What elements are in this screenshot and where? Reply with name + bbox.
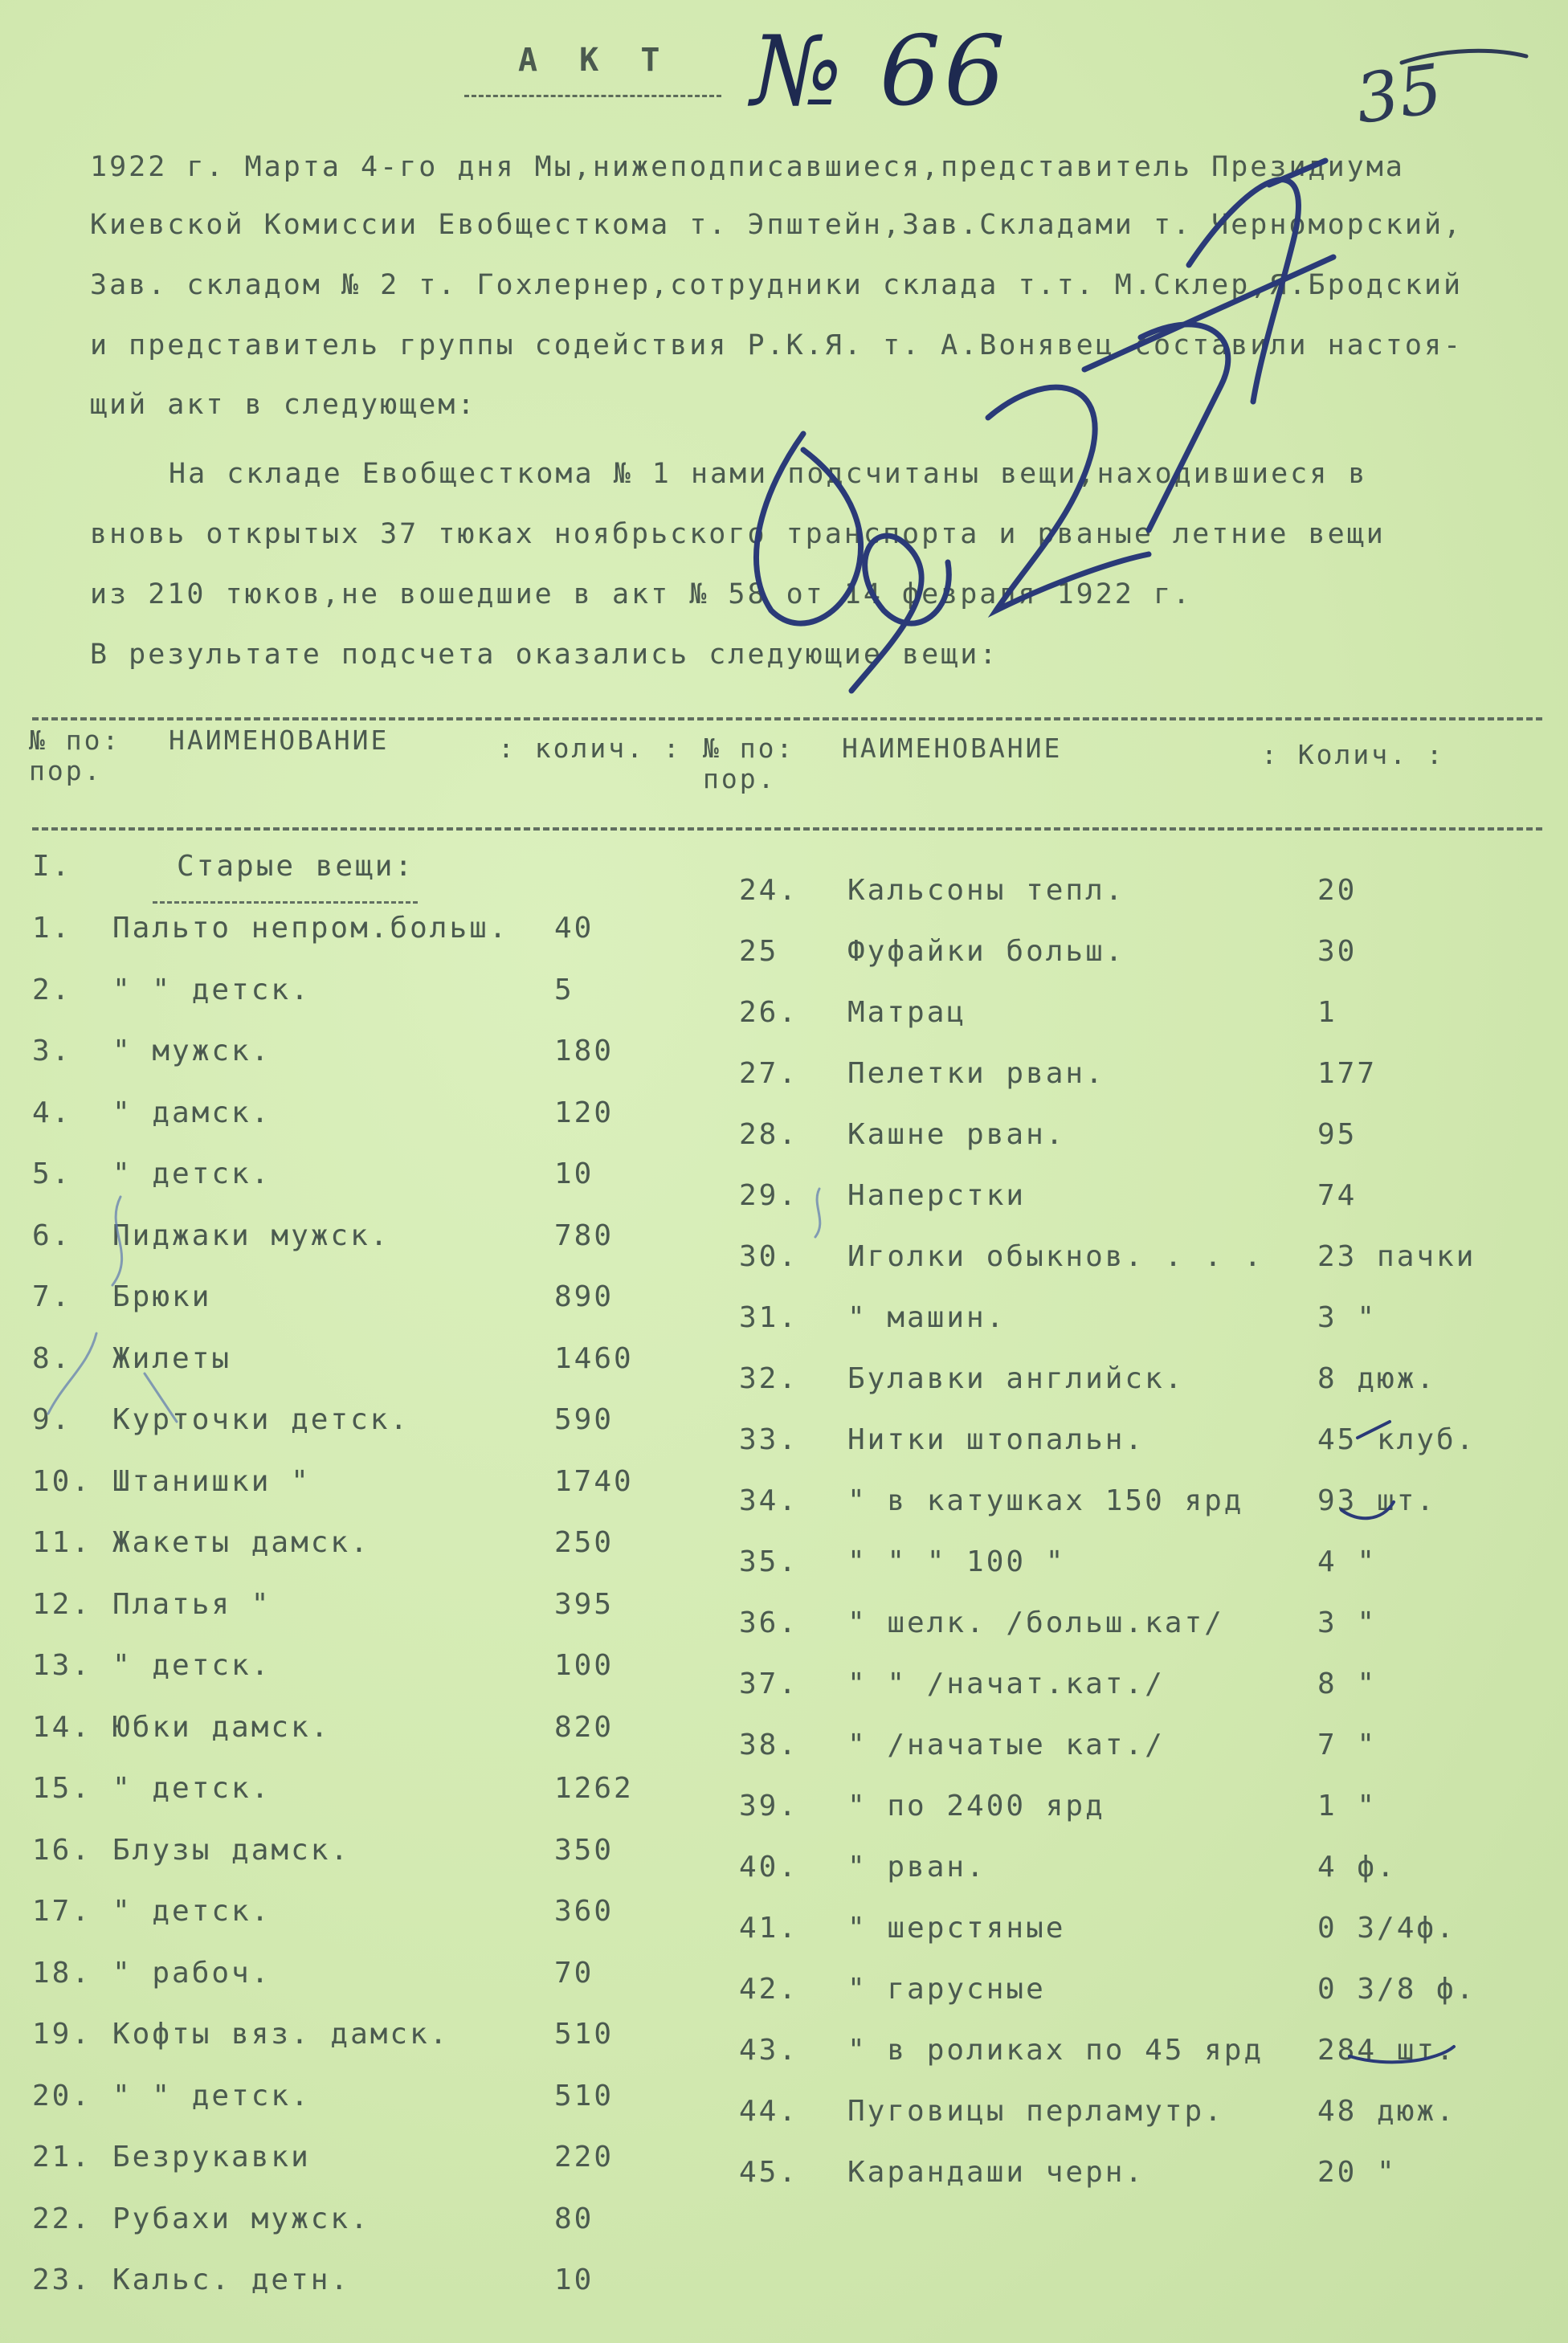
item-quantity: 1262 — [554, 1772, 634, 1805]
row-number: 18. — [32, 1956, 92, 1990]
stamp-scrawl — [756, 161, 1333, 691]
row-number: 37. — [739, 1667, 799, 1700]
header-num-right: № по: — [703, 733, 795, 764]
item-quantity: 100 — [554, 1649, 615, 1682]
row-number: 14. — [32, 1710, 92, 1744]
row-number: 38. — [739, 1729, 799, 1761]
handwritten-act-number: № 66 — [751, 16, 1009, 128]
item-name: Жакеты дамск. — [112, 1526, 370, 1559]
row-number: 9. — [32, 1403, 72, 1436]
row-number: 33. — [739, 1423, 799, 1456]
item-quantity: 220 — [554, 2141, 615, 2174]
row-number: 41. — [739, 1912, 799, 1945]
header-num2-right: пор. — [703, 763, 777, 794]
row-number: 35. — [739, 1545, 799, 1578]
item-name: " рабоч. — [112, 1956, 272, 1990]
row-number: 15. — [32, 1772, 92, 1805]
item-quantity: 5 — [554, 973, 574, 1006]
item-quantity: 1460 — [554, 1341, 634, 1375]
item-name: " шерстяные — [847, 1912, 1066, 1945]
item-name: Матрац — [847, 996, 967, 1029]
item-name: Пиджаки мужск. — [112, 1218, 390, 1252]
item-name: Курточки детск. — [112, 1403, 410, 1436]
item-name: Платья " — [112, 1587, 272, 1621]
item-quantity: 8 " — [1317, 1667, 1378, 1700]
row-number: 40. — [739, 1851, 799, 1884]
row-number: 16. — [32, 1833, 92, 1867]
item-name: " в роликах по 45 ярд — [847, 2034, 1264, 2067]
item-name: " " детск. — [112, 2079, 311, 2112]
item-name: " в катушках 150 ярд — [847, 1484, 1244, 1517]
item-name: " по 2400 ярд — [847, 1790, 1105, 1823]
item-name: " " /начат.кат./ — [847, 1667, 1165, 1700]
intro-line: вновь открытых 37 тюках ноябрьского транспорта и рваные летние вещи — [90, 518, 1386, 550]
row-number: 32. — [739, 1362, 799, 1395]
row-number: 26. — [739, 996, 799, 1029]
row-number: 2. — [32, 973, 72, 1006]
item-name: Булавки английск. — [847, 1362, 1185, 1395]
item-name: Пальто непром.больш. — [112, 912, 509, 945]
item-quantity: 7 " — [1317, 1729, 1378, 1761]
margin-pencil-marks — [48, 1189, 820, 1422]
item-quantity: 30 — [1317, 935, 1358, 968]
item-name: " /начатые кат./ — [847, 1729, 1165, 1761]
header-qty-left: : колич. : — [498, 733, 682, 764]
item-name: Нитки штопальн. — [847, 1423, 1145, 1456]
item-quantity: 80 — [554, 2202, 594, 2235]
item-name: Безрукавки — [112, 2141, 311, 2174]
item-quantity: 0 3/4ф. — [1317, 1912, 1456, 1945]
item-quantity: 284 шт. — [1317, 2034, 1456, 2067]
item-name: " машин. — [847, 1301, 1007, 1334]
row-number: 11. — [32, 1526, 92, 1559]
row-number: 30. — [739, 1240, 799, 1273]
item-quantity: 360 — [554, 1895, 615, 1928]
row-number: 36. — [739, 1606, 799, 1639]
header-num-left: № по: — [29, 725, 121, 756]
intro-line: 1922 г. Марта 4-го дня Мы,нижеподписавшиеся,представитель Президиума — [90, 151, 1405, 183]
handwritten-page-number: 35 — [1350, 49, 1448, 139]
row-number: 45. — [739, 2156, 799, 2189]
item-name: Карандаши черн. — [847, 2156, 1145, 2189]
row-number: 34. — [739, 1484, 799, 1517]
item-name: " рван. — [847, 1851, 986, 1884]
row-number: 44. — [739, 2095, 799, 2128]
row-number: 22. — [32, 2202, 92, 2235]
item-quantity: 395 — [554, 1587, 615, 1621]
item-quantity: 510 — [554, 2079, 615, 2112]
row-number: 6. — [32, 1218, 72, 1252]
item-quantity: 93 шт. — [1317, 1484, 1437, 1517]
page-number-strokes — [1402, 51, 1526, 63]
document-title: А К Т — [518, 42, 672, 79]
item-quantity: 780 — [554, 1218, 615, 1252]
intro-line: щий акт в следующем: — [90, 389, 477, 421]
row-number: 19. — [32, 2018, 92, 2051]
item-quantity: 95 — [1317, 1118, 1358, 1151]
row-number: 31. — [739, 1301, 799, 1334]
row-number: 28. — [739, 1118, 799, 1151]
item-quantity: 4 ф. — [1317, 1851, 1397, 1884]
item-quantity: 10 — [554, 1157, 594, 1190]
intro-line: Зав. складом № 2 т. Гохлернер,сотрудники склада т.т. М.Склер,Я.Бродский — [90, 269, 1464, 301]
item-quantity: 23 пачки — [1317, 1240, 1476, 1273]
item-name: Рубахи мужск. — [112, 2202, 370, 2235]
row-number: 23. — [32, 2263, 92, 2296]
item-quantity: 1740 — [554, 1464, 634, 1498]
underline-marks — [1341, 1422, 1454, 2062]
row-number: 24. — [739, 874, 799, 907]
item-name: " детск. — [112, 1895, 272, 1928]
item-quantity: 8 дюж. — [1317, 1362, 1437, 1395]
item-name: Пуговицы перламутр. — [847, 2095, 1224, 2128]
item-quantity: 890 — [554, 1280, 615, 1313]
item-name: " детск. — [112, 1157, 272, 1190]
item-quantity: 3 " — [1317, 1606, 1378, 1639]
row-number: 10. — [32, 1464, 92, 1498]
item-name: Жилеты — [112, 1341, 232, 1375]
row-number: 3. — [32, 1035, 72, 1067]
item-quantity: 45 клуб. — [1317, 1423, 1476, 1456]
item-quantity: 0 3/8 ф. — [1317, 1973, 1476, 2006]
item-quantity: 20 — [1317, 874, 1358, 907]
item-name: " " детск. — [112, 973, 311, 1006]
item-quantity: 3 " — [1317, 1301, 1378, 1334]
row-number: 43. — [739, 2034, 799, 2067]
item-quantity: 350 — [554, 1833, 615, 1867]
header-num2-left: пор. — [29, 755, 103, 786]
item-name: Кофты вяз. дамск. — [112, 2018, 450, 2051]
item-quantity: 74 — [1317, 1179, 1358, 1212]
item-name: Кальс. детн. — [112, 2263, 351, 2296]
item-name: " гарусные — [847, 1973, 1046, 2006]
item-name: " детск. — [112, 1649, 272, 1682]
item-quantity: 10 — [554, 2263, 594, 2296]
item-name: Пелетки рван. — [847, 1057, 1105, 1090]
item-name: Штанишки " — [112, 1464, 311, 1498]
item-name: Кашне рван. — [847, 1118, 1066, 1151]
row-number: 29. — [739, 1179, 799, 1212]
item-quantity: 1 " — [1317, 1790, 1378, 1823]
item-name: Фуфайки больш. — [847, 935, 1125, 968]
item-quantity: 250 — [554, 1526, 615, 1559]
row-number: 4. — [32, 1096, 72, 1129]
item-quantity: 120 — [554, 1096, 615, 1129]
row-number: 20. — [32, 2079, 92, 2112]
intro-line: На складе Евобщесткома № 1 нами подсчитаны вещи,находившиеся в — [169, 458, 1368, 490]
row-number: 39. — [739, 1790, 799, 1823]
item-name: Кальсоны тепл. — [847, 874, 1125, 907]
intro-line: Киевской Комиссии Евобщесткома т. Эпштейн,Зав.Складами т. Черноморский, — [90, 209, 1464, 241]
row-number: 8. — [32, 1341, 72, 1375]
intro-line: В результате подсчета оказались следующие вещи: — [90, 639, 999, 671]
item-name: Наперстки — [847, 1179, 1027, 1212]
item-name: " дамск. — [112, 1096, 272, 1129]
item-quantity: 70 — [554, 1956, 594, 1990]
section-heading: Старые вещи: — [177, 850, 415, 883]
row-number: 17. — [32, 1895, 92, 1928]
row-number: 5. — [32, 1157, 72, 1190]
item-name: Блузы дамск. — [112, 1833, 351, 1867]
item-name: " " " 100 " — [847, 1545, 1066, 1578]
item-quantity: 510 — [554, 2018, 615, 2051]
item-name: " мужск. — [112, 1035, 272, 1067]
item-quantity: 48 дюж. — [1317, 2095, 1456, 2128]
item-quantity: 177 — [1317, 1057, 1378, 1090]
item-quantity: 1 — [1317, 996, 1337, 1029]
intro-line: и представитель группы содействия Р.К.Я. т. А.Вонявец составили настоя- — [90, 329, 1464, 361]
row-number: 13. — [32, 1649, 92, 1682]
row-number: 12. — [32, 1587, 92, 1621]
item-name: " шелк. /больш.кат/ — [847, 1606, 1224, 1639]
row-number: 42. — [739, 1973, 799, 2006]
row-number: 7. — [32, 1280, 72, 1313]
item-quantity: 590 — [554, 1403, 615, 1436]
row-number: 25 — [739, 935, 779, 968]
item-quantity: 4 " — [1317, 1545, 1378, 1578]
header-name-right: НАИМЕНОВАНИЕ — [842, 733, 1063, 764]
item-name: Иголки обыкнов. . . . — [847, 1240, 1264, 1273]
item-name: Юбки дамск. — [112, 1710, 331, 1744]
row-number: 27. — [739, 1057, 799, 1090]
intro-line: из 210 тюков,не вошедшие в акт № 58 от 14 февраля 1922 г. — [90, 578, 1193, 610]
item-name: " детск. — [112, 1772, 272, 1805]
row-number: 21. — [32, 2141, 92, 2174]
item-quantity: 820 — [554, 1710, 615, 1744]
item-quantity: 40 — [554, 912, 594, 945]
section-number: I. — [32, 850, 72, 883]
item-name: Брюки — [112, 1280, 212, 1313]
header-name-left: НАИМЕНОВАНИЕ — [169, 725, 390, 756]
item-quantity: 20 " — [1317, 2156, 1397, 2189]
row-number: 1. — [32, 912, 72, 945]
item-quantity: 180 — [554, 1035, 615, 1067]
header-qty-right: : Колич. : — [1261, 739, 1445, 770]
